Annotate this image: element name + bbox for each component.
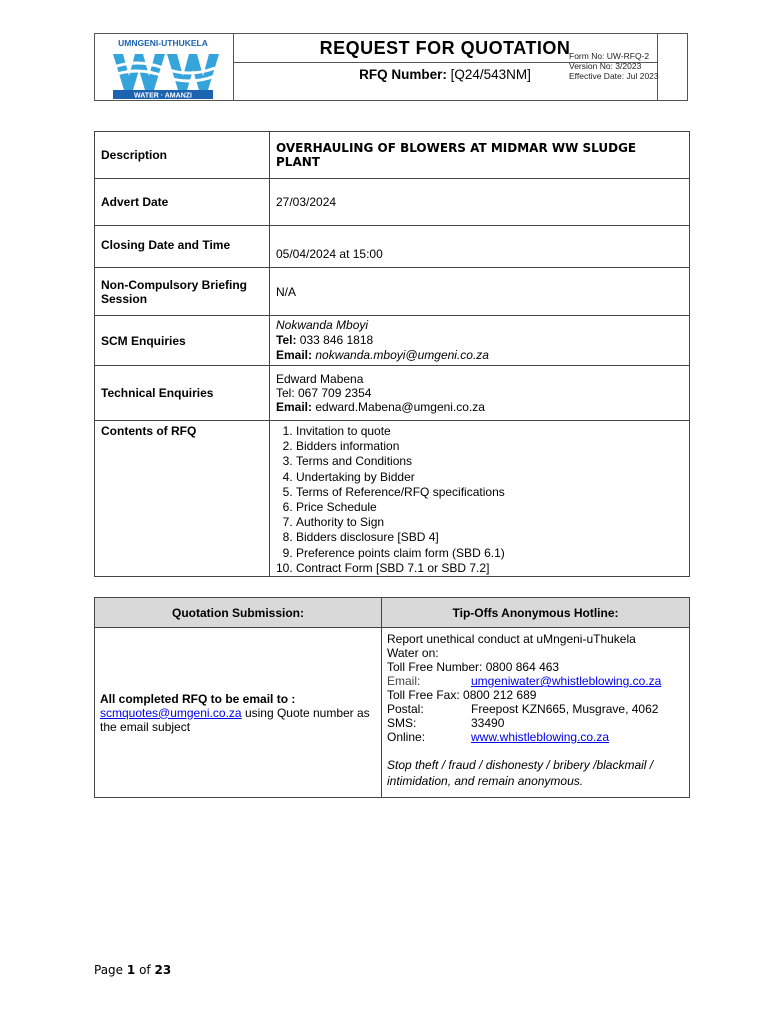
tech-email-label: Email: <box>276 400 313 414</box>
list-item: 7. Authority to Sign <box>296 515 683 530</box>
online-link[interactable]: www.whistleblowing.co.za <box>471 730 610 744</box>
scm-tel-label: Tel: <box>276 333 297 347</box>
form-number: Form No: UW-RFQ-2 <box>569 51 650 61</box>
postal-row <box>387 702 684 716</box>
submission-email-link[interactable]: scmquotes@umgeni.co.za <box>100 705 242 720</box>
list-item: 4. Undertaking by Bidder <box>296 470 683 485</box>
scm-contact <box>270 316 690 366</box>
table-row <box>95 366 690 421</box>
hotline-email-label: Email: <box>387 674 421 688</box>
scm-name: Nokwanda Mboyi <box>276 318 369 332</box>
description-value: OVERHAULING OF BLOWERS AT MIDMAR WW SLUDGE PLANT <box>270 132 690 179</box>
submission-instructions <box>95 628 382 798</box>
tech-tel: Tel: 067 709 2354 <box>276 386 372 400</box>
table-row <box>95 226 690 268</box>
report-line2: Water on: <box>387 646 439 660</box>
postal-value: Freepost KZN665, Musgrave, 4062 <box>471 702 659 716</box>
rfq-number-label: RFQ Number: <box>359 67 447 82</box>
document-title: REQUEST FOR QUOTATION <box>233 34 657 63</box>
sms-label: SMS: <box>387 716 417 730</box>
rfq-details-table <box>94 131 690 577</box>
technical-contact <box>270 366 690 421</box>
sms-value: 33490 <box>471 716 505 730</box>
briefing-label: Non-Compulsory Briefing Session <box>95 268 270 316</box>
postal-label: Postal: <box>387 702 424 716</box>
list-item: 10. Contract Form [SBD 7.1 or SBD 7.2] <box>296 561 683 576</box>
description-label: Description <box>95 132 270 179</box>
contents-cell <box>270 421 690 577</box>
scm-enquiries-label: SCM Enquiries <box>95 316 270 366</box>
list-item: 5. Terms of Reference/RFQ specifications <box>296 485 683 500</box>
page-total: 23 <box>154 963 172 977</box>
technical-enquiries-label: Technical Enquiries <box>95 366 270 421</box>
list-item: 1. Invitation to quote <box>296 424 683 439</box>
online-row <box>387 730 684 744</box>
form-meta <box>569 51 659 81</box>
quotation-submission-header: Quotation Submission: <box>95 598 382 628</box>
list-item: 2. Bidders information <box>296 439 683 454</box>
closing-date-label: Closing Date and Time <box>95 226 270 268</box>
scm-email[interactable]: nokwanda.mboyi@umgeni.co.za <box>315 348 489 362</box>
tech-name: Edward Mabena <box>276 372 364 386</box>
toll-free-number: Toll Free Number: 0800 864 463 <box>387 660 560 674</box>
hotline-email-row <box>387 674 684 688</box>
scm-tel: 033 846 1818 <box>299 333 374 347</box>
logo <box>95 34 234 100</box>
scm-email-label: Email: <box>276 348 313 362</box>
list-item: 6. Price Schedule <box>296 500 683 515</box>
table-row <box>95 132 690 179</box>
hotline-email-link[interactable]: umgeniwater@whistleblowing.co.za <box>471 674 662 688</box>
submission-table <box>94 597 690 798</box>
contents-label: Contents of RFQ <box>95 421 270 577</box>
version-number: Version No: 3/2023 <box>569 61 642 71</box>
list-item: 3. Terms and Conditions <box>296 454 683 469</box>
table-row <box>95 421 690 577</box>
sms-row <box>387 716 684 730</box>
submission-instruction: All completed RFQ to be email to : <box>100 691 296 706</box>
page-number: 1 <box>126 963 136 977</box>
advert-date-value: 27/03/2024 <box>270 179 690 226</box>
closing-date-value: 05/04/2024 at 15:00 <box>270 226 690 268</box>
toll-free-fax: Toll Free Fax: 0800 212 689 <box>387 688 537 702</box>
advert-date-label: Advert Date <box>95 179 270 226</box>
tip-offs-header: Tip-Offs Anonymous Hotline: <box>382 598 690 628</box>
tech-email[interactable]: edward.Mabena@umgeni.co.za <box>315 400 485 414</box>
online-label: Online: <box>387 730 426 744</box>
list-item: 8. Bidders disclosure [SBD 4] <box>296 530 683 545</box>
logo-top-text: UMNGENI-UTHUKELA <box>118 38 208 48</box>
logo-bottom-text: WATER · AMANZI <box>134 92 192 100</box>
table-row <box>95 316 690 366</box>
umgeni-uthukela-logo <box>95 34 232 100</box>
table-row <box>95 268 690 316</box>
briefing-value: N/A <box>270 268 690 316</box>
rfq-number-value: [Q24/543NM] <box>450 67 531 82</box>
page-of: of <box>139 963 151 977</box>
report-line1: Report unethical conduct at uMngeni-uThukela <box>387 632 636 646</box>
effective-date: Effective Date: Jul 2023 <box>569 71 659 81</box>
hotline-details <box>382 628 690 798</box>
page-footer <box>94 963 171 977</box>
hotline-slogan: Stop theft / fraud / dishonesty / bribery /blackmail / intimidation, and remain anonymous. <box>387 758 654 788</box>
list-item: 9. Preference points claim form (SBD 6.1) <box>296 546 683 561</box>
document-header <box>94 33 688 101</box>
page-prefix: Page <box>94 963 124 977</box>
contents-list <box>276 424 683 576</box>
table-row <box>95 179 690 226</box>
submission-instruction-tail: using Quote number as the email subject <box>100 705 370 734</box>
